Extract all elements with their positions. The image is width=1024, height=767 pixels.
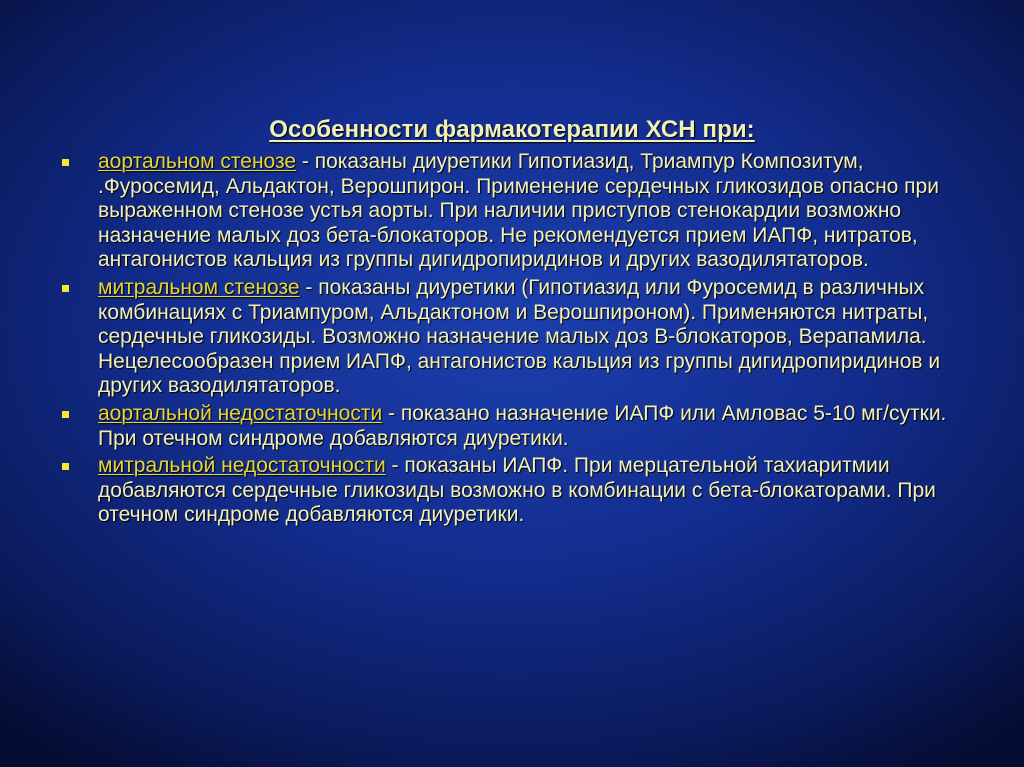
square-bullet-icon <box>62 411 69 418</box>
item-text: - показано назначение ИАПФ или Амловас 5-10 мг/сутки. При отечном синдроме добавляются диуретики. <box>98 401 947 450</box>
item-term: митральном стенозе <box>98 275 300 299</box>
slide-title: Особенности фармакотерапии ХСН при: <box>269 116 755 143</box>
list-item <box>56 276 956 399</box>
item-text: - показаны диуретики (Гипотиазид или Фуросемид в различных комбинациях с Триампуром, Альдактоном и Верошпироном). Применяются нитраты, сердечные гликозиды. Возможно назначение малых доз В-блокаторов, Верапамила. Нецелесообразен прием ИАПФ, антагонистов кальция из группы дигидропиридинов и других вазодилятаторов. <box>98 275 941 398</box>
square-bullet-icon <box>62 285 69 292</box>
list-item <box>56 402 956 451</box>
item-term: митральной недостаточности <box>98 454 386 478</box>
item-term: аортальном стенозе <box>98 150 297 173</box>
item-text: - показаны диуретики Гипотиазид, Триампур Композитум, .Фуросемид, Альдактон, Верошпирон. Применение сердечных гликозидов опасно при выраженном стенозе устья аорты. При наличии приступов стенокардии возможно назначение малых доз бета-блокаторов. Не рекомендуется прием ИАПФ, нитратов, антагонистов кальция из группы дигидропиридинов и других вазодилятаторов. <box>98 150 939 272</box>
bullet-list <box>56 150 956 531</box>
item-term: аортальной недостаточности <box>98 401 383 425</box>
square-bullet-icon <box>62 463 69 470</box>
list-item <box>56 454 956 528</box>
square-bullet-icon <box>62 159 69 166</box>
item-text: - показаны ИАПФ. При мерцательной тахиаритмии добавляются сердечные гликозиды возможно в комбинации с бета-блокаторами. При отечном синдроме добавляются диуретики. <box>98 454 936 527</box>
list-item <box>56 150 956 273</box>
